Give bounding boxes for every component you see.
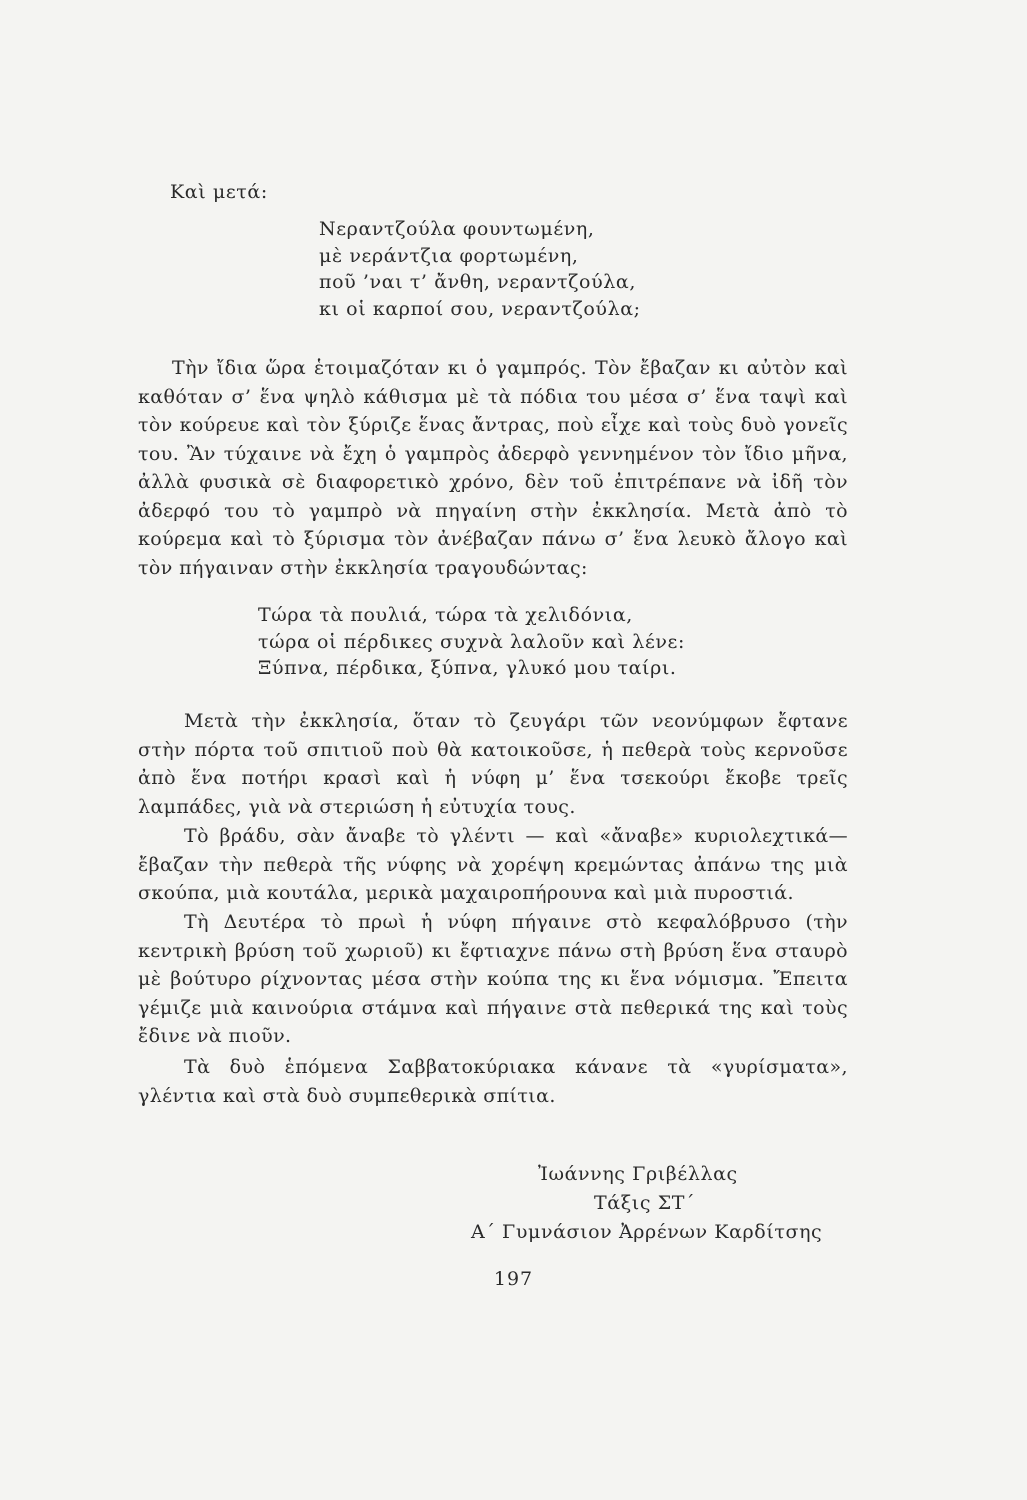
verse-line: Νεραντζούλα φουντωμένη, [319,218,595,240]
paragraph-evening: Τὸ βράδυ, σὰν ἄναβε τὸ γλέντι — καὶ «ἄναβε» κυριολεχτικά— ἔβαζαν τὴν πεθερὰ τῆς νύφης νὰ χορέψη κρεμώντας ἀπάνω της μιὰ σκούπα, μιὰ κουτάλα, μερικὰ μαχαιροπήρουνα καὶ μιὰ πυροστιά. [138,825,848,904]
verse-block-2 [258,602,685,682]
verse-line: μὲ νεράντζια φορτωμένη, [319,244,579,267]
paragraph-monday: Τὴ Δευτέρα τὸ πρωὶ ἡ νύφη πήγαινε στὸ κεφαλόβρυσο (τὴν κεντρικὴ βρύση τοῦ χωριοῦ) κι ἔφτιαχνε πάνω στὴ βρύση ἕνα σταυρὸ μὲ βούτυρο ρίχνοντας μέσα στὴν κούπα της κι ἕνα νόμισμα. Ἔπειτα γέμιζε μιὰ καινούρια στάμνα καὶ πήγαινε στὰ πεθερικά της καὶ τοὺς ἔδινε νὰ πιοῦν. [138,911,848,1047]
signature-class: Τάξις ΣΤ΄ [594,1192,696,1214]
paragraph-church: Μετὰ τὴν ἐκκλησία, ὅταν τὸ ζευγάρι τῶν νεονύμφων ἔφτανε στὴν πόρτα τοῦ σπιτιοῦ ποὺ θὰ κατοικοῦσε, ἡ πεθερὰ τοὺς κερνοῦσε ἀπὸ ἕνα ποτήρι κρασὶ καὶ ἡ νύφη μ’ ἕνα τσεκούρι ἔκοβε τρεῖς λαμπάδες, γιὰ νὰ στεριώση ἡ εὐτυχία τους. [138,710,848,818]
paragraph-groom: Τὴν ἴδια ὥρα ἑτοιμαζόταν κι ὁ γαμπρός. Τὸν ἔβαζαν κι αὐτὸν καὶ καθόταν σ’ ἕνα ψηλὸ κάθισμα μὲ τὰ πόδια του μέσα σ’ ἕνα ταψὶ καὶ τὸν κούρευε καὶ τὸν ξύριζε ἕνας ἄντρας, ποὺ εἶχε καὶ τοὺς δυὸ γονεῖς του. Ἂν τύχαινε νὰ ἔχη ὁ γαμπρὸς ἀδερφὸ γεννημένον τὸν ἴδιο μῆνα, ἀλλὰ φυσικὰ σὲ διαφορετικὸ χρόνο, δὲν τοῦ ἐπιτρέπανε νὰ ἰδῆ τὸν ἀδερφό του τὸ γαμπρὸ νὰ πηγαίνη στὴν ἐκκλησία. Μετὰ ἀπὸ τὸ κούρεμα καὶ τὸ ξύρισμα τὸν ἀνέβαζαν πάνω σ’ ἕνα λευκὸ ἄλογο καὶ τὸν πήγαιναν στὴν ἐκκλησία τραγουδώντας: [138,357,848,579]
verse-line: Τώρα τὰ πουλιά, τώρα τὰ χελιδόνια, [258,604,633,626]
signature-name: Ἰωάννης Γριβέλλας [538,1163,738,1185]
signature-school: Α΄ Γυμνάσιον Ἀρρένων Καρδίτσης [471,1221,823,1243]
verse-line: τώρα οἱ πέρδικες συχνὰ λαλοῦν καὶ λένε: [258,630,685,653]
page-number: 197 [493,1268,534,1290]
verse-block-1 [319,216,641,322]
verse-line: κι οἱ καρποί σου, νεραντζούλα; [319,297,641,320]
intro-line: Καὶ μετά: [170,181,268,203]
paragraph-weekends: Τὰ δυὸ ἑπόμενα Σαββατοκύριακα κάνανε τὰ «γυρίσματα», γλέντια καὶ στὰ δυὸ συμπεθερικὰ σπίτια. [138,1056,848,1107]
verse-line: Ξύπνα, πέρδικα, ξύπνα, γλυκό μου ταίρι. [258,657,677,679]
verse-line: ποῦ ’ναι τ’ ἄνθη, νεραντζούλα, [319,271,636,293]
